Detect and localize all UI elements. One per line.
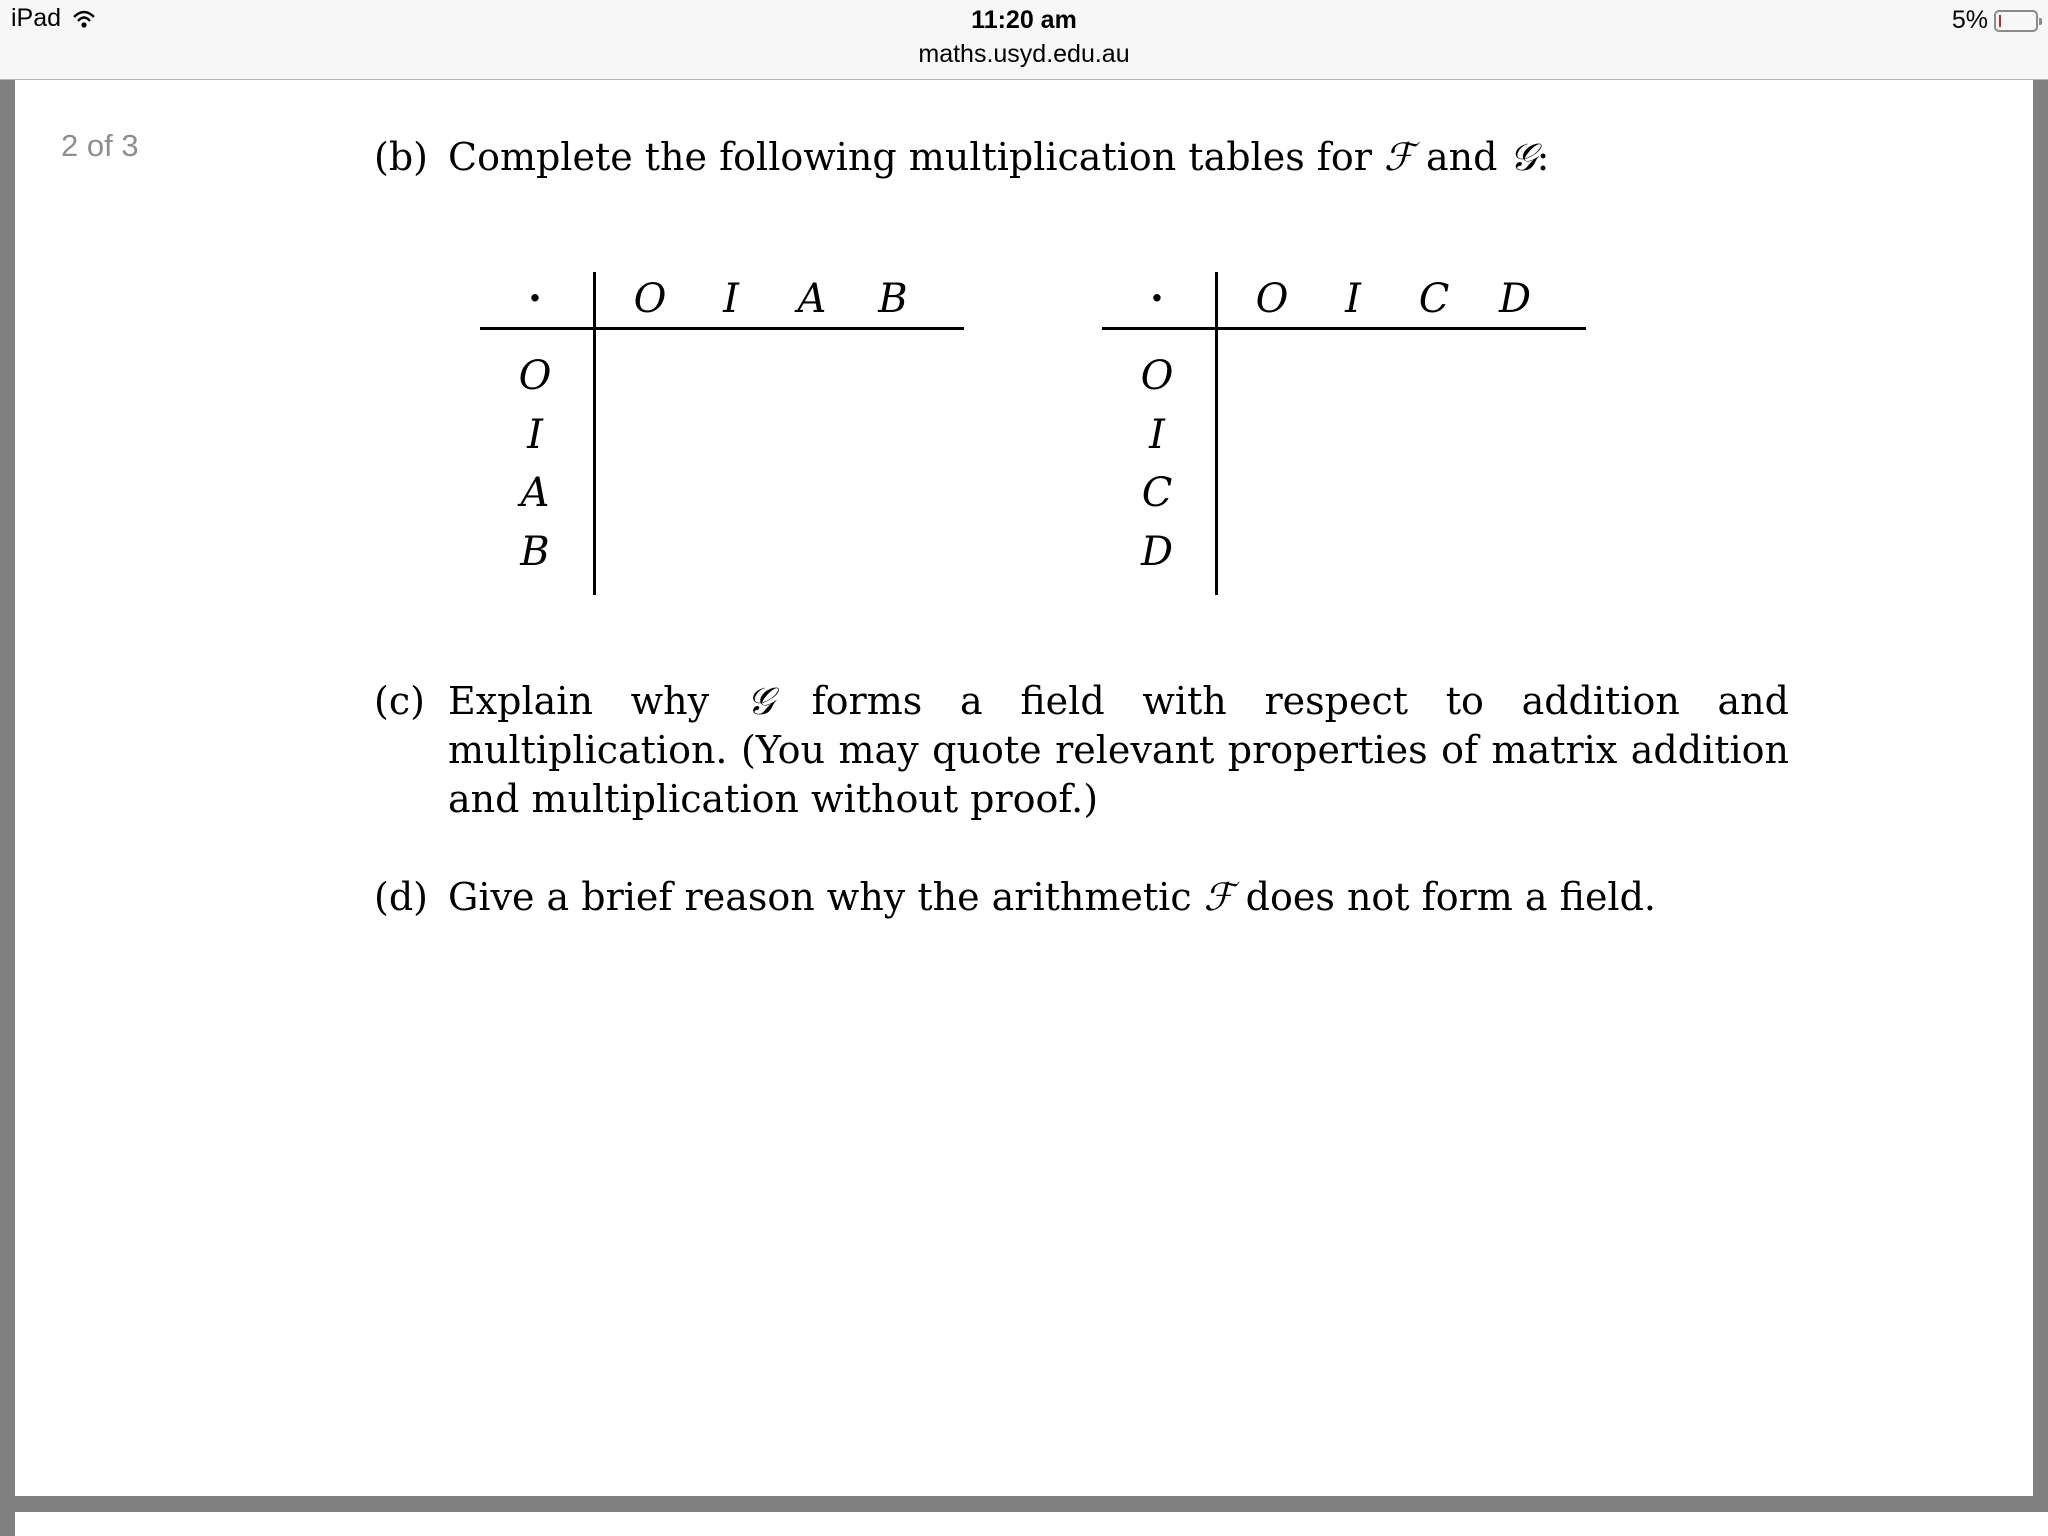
table-g-row-header: I xyxy=(1149,412,1165,458)
table-f-col-header: I xyxy=(723,276,739,322)
page-counter: 2 of 3 xyxy=(61,128,139,163)
part-d-text-before: Give a brief reason why the arithmetic xyxy=(448,875,1192,919)
part-b-colon: : xyxy=(1536,135,1550,179)
part-d-text xyxy=(448,873,1789,922)
part-d-text-after: does not form a field. xyxy=(1245,875,1656,919)
table-f-row-header: I xyxy=(527,412,543,458)
question-part-d xyxy=(374,873,1789,922)
table-f-row-header: A xyxy=(520,470,550,516)
table-f-row-header: B xyxy=(520,529,550,575)
table-f-divider xyxy=(593,272,596,595)
status-time: 11:20 am xyxy=(971,6,1077,34)
next-pdf-page-edge[interactable] xyxy=(15,1512,2048,1536)
table-g-header-rule xyxy=(1102,327,1586,330)
status-bar xyxy=(0,0,2048,80)
address-bar-url[interactable]: maths.usyd.edu.au xyxy=(918,40,1130,68)
table-f-header-rule xyxy=(480,327,964,330)
table-g-row-header: D xyxy=(1140,529,1174,575)
battery-percent: 5% xyxy=(1951,6,1988,34)
symbol-f: ℱ xyxy=(1203,875,1234,919)
table-f-corner: · xyxy=(528,275,542,322)
question-part-b xyxy=(374,133,1789,182)
table-g-row-header: O xyxy=(1140,353,1174,399)
table-g-col-header: I xyxy=(1345,276,1361,322)
table-g-col-header: O xyxy=(1255,276,1289,322)
part-c-text-after: forms a field with respect to addition and multiplication. (You may quote relevant properties of matrix addition and multiplication without proof.) xyxy=(448,679,1789,821)
symbol-g: 𝒢 xyxy=(746,679,774,723)
table-f-col-header: A xyxy=(797,276,827,322)
part-c-label: (c) xyxy=(374,679,425,723)
table-f-col-header: B xyxy=(878,276,908,322)
battery-status xyxy=(1952,6,2038,35)
table-g-col-header: D xyxy=(1498,276,1532,322)
part-b-text-before: Complete the following multiplication tables for xyxy=(448,135,1372,179)
symbol-f: ℱ xyxy=(1383,135,1414,179)
symbol-g: 𝒢 xyxy=(1509,135,1537,179)
question-part-c xyxy=(374,677,1789,824)
part-c-text-before: Explain why xyxy=(448,679,710,723)
table-g-col-header: C xyxy=(1418,276,1450,322)
table-f-row-header: O xyxy=(518,353,552,399)
table-g-row-header: C xyxy=(1141,470,1173,516)
table-g-divider xyxy=(1215,272,1218,595)
battery-icon xyxy=(1994,10,2038,32)
part-b-text xyxy=(448,133,1789,182)
part-b-and: and xyxy=(1425,135,1498,179)
part-c-text xyxy=(448,677,1789,824)
device-name: iPad xyxy=(11,4,62,32)
table-g-corner: · xyxy=(1150,275,1164,322)
table-f-col-header: O xyxy=(633,276,667,322)
part-b-label: (b) xyxy=(374,135,428,179)
part-d-label: (d) xyxy=(374,875,428,919)
battery-level xyxy=(1999,15,2001,27)
